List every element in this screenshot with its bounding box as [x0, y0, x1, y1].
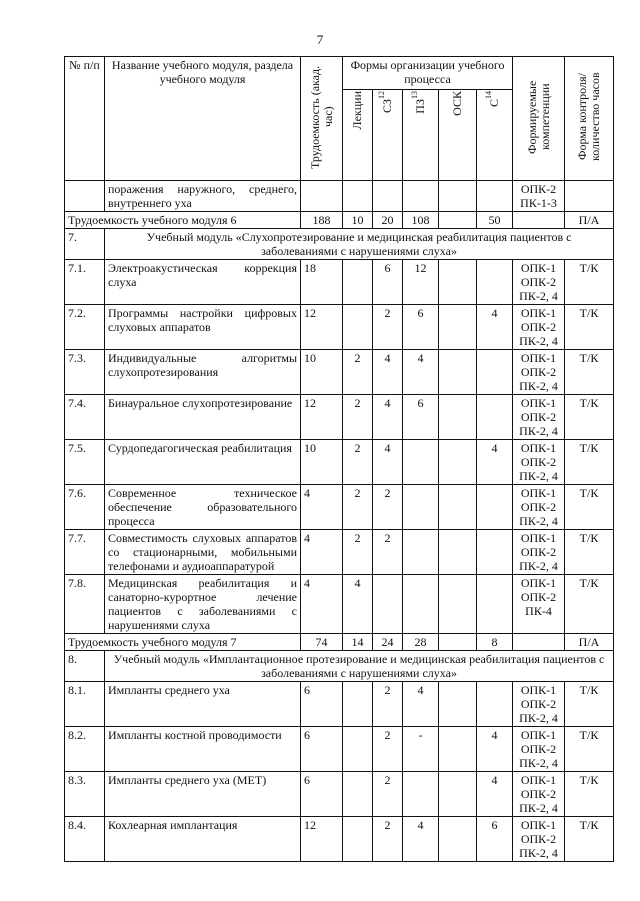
row-num: 7.5.: [65, 440, 105, 485]
table-row: [65, 772, 614, 817]
sz-cell: [373, 181, 403, 212]
row-name: Бинауральное слухопротезирование: [105, 395, 301, 440]
control-cell: Т/К: [565, 350, 614, 395]
lectures-cell: 2: [343, 530, 373, 575]
header-num: № п/п: [65, 57, 105, 181]
competencies-cell: [513, 485, 565, 530]
osk-cell: [439, 440, 477, 485]
total-label: Трудоемкость учебного модуля 6: [65, 212, 301, 229]
table-row: [65, 260, 614, 305]
pz-cell: 4: [403, 350, 439, 395]
competency: ОПК-1: [520, 306, 557, 320]
sz-cell: 2: [373, 817, 403, 862]
row-num: 7.8.: [65, 575, 105, 634]
pz-cell: [403, 440, 439, 485]
table-row: [65, 181, 614, 212]
competency: ПК-2, 4: [519, 559, 558, 573]
osk-cell: [439, 260, 477, 305]
competency: ОПК-2: [520, 182, 557, 196]
competency: ОПК-2: [520, 275, 557, 289]
row-name: Современное техническое обеспечение образовательного процесса: [105, 485, 301, 530]
row-name: Импланты среднего уха: [105, 682, 301, 727]
row-num: 7.3.: [65, 350, 105, 395]
lectures-cell: 2: [343, 395, 373, 440]
curriculum-table: [64, 56, 614, 862]
total-label: Трудоемкость учебного модуля 7: [65, 634, 301, 651]
row-name: Программы настройки цифровых слуховых аппаратов: [105, 305, 301, 350]
competency: ОПК-2: [520, 455, 557, 469]
pz-cell: [403, 485, 439, 530]
osk-cell: [439, 634, 477, 651]
lectures-cell: [343, 181, 373, 212]
lectures-cell: [343, 817, 373, 862]
pz-cell: -: [403, 727, 439, 772]
control-cell: Т/К: [565, 727, 614, 772]
table-row: [65, 575, 614, 634]
control-cell: Т/К: [565, 530, 614, 575]
control-cell: П/А: [565, 634, 614, 651]
competency: ОПК-2: [520, 410, 557, 424]
osk-cell: [439, 817, 477, 862]
row-num: 8.1.: [65, 682, 105, 727]
header-control: Форма контроля/ количество часов: [565, 57, 614, 181]
sz-cell: 6: [373, 260, 403, 305]
competency: ПК-2, 4: [519, 756, 558, 770]
competencies-cell: [513, 350, 565, 395]
competency: ОПК-1: [520, 261, 557, 275]
competency: ПК-2, 4: [519, 424, 558, 438]
competencies-cell: [513, 181, 565, 212]
row-num: 7.1.: [65, 260, 105, 305]
hours-cell: 12: [301, 817, 343, 862]
row-num: 8.: [65, 651, 105, 682]
lectures-cell: [343, 772, 373, 817]
pz-cell: 4: [403, 817, 439, 862]
row-name: Индивидуальные алгоритмы слухопротезирования: [105, 350, 301, 395]
osk-cell: [439, 350, 477, 395]
sz-cell: 2: [373, 485, 403, 530]
sz-cell: 4: [373, 350, 403, 395]
competencies-cell: [513, 530, 565, 575]
lectures-cell: [343, 305, 373, 350]
table-row: [65, 682, 614, 727]
s-cell: 4: [477, 305, 513, 350]
control-cell: П/А: [565, 212, 614, 229]
header-osk: ОСК: [439, 90, 477, 181]
module-total-row: [65, 212, 614, 229]
osk-cell: [439, 575, 477, 634]
competency: ОПК-2: [520, 545, 557, 559]
header-hours: Трудоемкость (акад. час): [301, 57, 343, 181]
row-num: 7.2.: [65, 305, 105, 350]
table-row: [65, 817, 614, 862]
control-cell: Т/К: [565, 575, 614, 634]
competency: ОПК-2: [520, 365, 557, 379]
sz-cell: 2: [373, 530, 403, 575]
osk-cell: [439, 530, 477, 575]
hours-cell: 4: [301, 575, 343, 634]
competencies-cell: [513, 212, 565, 229]
table-row: [65, 395, 614, 440]
s-cell: [477, 260, 513, 305]
pz-cell: 108: [403, 212, 439, 229]
row-num: 8.2.: [65, 727, 105, 772]
s-cell: [477, 682, 513, 727]
pz-cell: 12: [403, 260, 439, 305]
sz-cell: 4: [373, 395, 403, 440]
s-cell: 50: [477, 212, 513, 229]
competencies-cell: [513, 395, 565, 440]
lectures-cell: [343, 260, 373, 305]
module-row: [65, 229, 614, 260]
pz-cell: [403, 575, 439, 634]
header-lectures: Лекции: [343, 90, 373, 181]
sz-cell: 2: [373, 682, 403, 727]
pz-cell: 6: [403, 395, 439, 440]
row-name: Импланты среднего уха (MET): [105, 772, 301, 817]
control-cell: Т/К: [565, 260, 614, 305]
hours-cell: [301, 181, 343, 212]
competency: ПК-2, 4: [519, 334, 558, 348]
lectures-cell: 4: [343, 575, 373, 634]
page-number: 7: [316, 32, 324, 47]
s-cell: [477, 485, 513, 530]
competency: ОПК-1: [520, 773, 557, 787]
competency: ОПК-2: [520, 742, 557, 756]
header-sz: СЗ$^{12}$: [373, 90, 403, 181]
osk-cell: [439, 727, 477, 772]
pz-cell: [403, 530, 439, 575]
osk-cell: [439, 181, 477, 212]
competency: ОПК-2: [520, 500, 557, 514]
s-cell: 4: [477, 772, 513, 817]
sz-cell: 24: [373, 634, 403, 651]
competencies-cell: [513, 682, 565, 727]
competency: ОПК-1: [520, 728, 557, 742]
hours-cell: 10: [301, 350, 343, 395]
hours-cell: 10: [301, 440, 343, 485]
competencies-cell: [513, 634, 565, 651]
row-name: Сурдопедагогическая реабилитация: [105, 440, 301, 485]
sz-cell: 2: [373, 772, 403, 817]
s-cell: 8: [477, 634, 513, 651]
lectures-cell: 14: [343, 634, 373, 651]
header-competencies: Формируемые компетенции: [513, 57, 565, 181]
lectures-cell: 2: [343, 350, 373, 395]
competency: ОПК-2: [520, 320, 557, 334]
header-name: Название учебного модуля, раздела учебного модуля: [105, 57, 301, 181]
hours-cell: 188: [301, 212, 343, 229]
s-cell: 6: [477, 817, 513, 862]
hours-cell: 12: [301, 395, 343, 440]
lectures-cell: 2: [343, 485, 373, 530]
competency: ОПК-1: [520, 351, 557, 365]
hours-cell: 12: [301, 305, 343, 350]
competencies-cell: [513, 817, 565, 862]
hours-cell: 4: [301, 485, 343, 530]
row-name: Медицинская реабилитация и санаторно-курортное лечение пациентов с заболеваниями с нарушениями слуха: [105, 575, 301, 634]
control-cell: Т/К: [565, 395, 614, 440]
module-total-row: [65, 634, 614, 651]
osk-cell: [439, 485, 477, 530]
competency: ПК-2, 4: [519, 711, 558, 725]
control-cell: Т/К: [565, 440, 614, 485]
hours-cell: 18: [301, 260, 343, 305]
competencies-cell: [513, 772, 565, 817]
row-name: поражения наружного, среднего, внутреннего уха: [105, 181, 301, 212]
competency: ПК-1-3: [520, 196, 557, 210]
competencies-cell: [513, 727, 565, 772]
sz-cell: [373, 575, 403, 634]
table-row: [65, 530, 614, 575]
competency: ПК-2, 4: [519, 469, 558, 483]
row-name: Электроакустическая коррекция слуха: [105, 260, 301, 305]
module-title: Учебный модуль «Имплантационное протезирование и медицинская реабилитация пациентов с заболеваниями с нарушениями слуха»: [105, 651, 614, 682]
module-title: Учебный модуль «Слухопротезирование и медицинская реабилитация пациентов с заболеваниями с нарушениями слуха»: [105, 229, 614, 260]
hours-cell: 74: [301, 634, 343, 651]
table-body: [65, 181, 614, 862]
competency: ОПК-2: [520, 832, 557, 846]
competency: ОПК-1: [520, 531, 557, 545]
osk-cell: [439, 772, 477, 817]
row-num: [65, 181, 105, 212]
competency: ПК-2, 4: [519, 289, 558, 303]
osk-cell: [439, 305, 477, 350]
osk-cell: [439, 682, 477, 727]
sz-cell: 2: [373, 305, 403, 350]
s-cell: [477, 395, 513, 440]
table-row: [65, 305, 614, 350]
pz-cell: 4: [403, 682, 439, 727]
module-row: [65, 651, 614, 682]
osk-cell: [439, 395, 477, 440]
competency: ОПК-2: [520, 697, 557, 711]
table-row: [65, 350, 614, 395]
lectures-cell: 10: [343, 212, 373, 229]
pz-cell: [403, 181, 439, 212]
competency: ОПК-1: [520, 486, 557, 500]
hours-cell: 4: [301, 530, 343, 575]
competency: ОПК-1: [520, 683, 557, 697]
pz-cell: 28: [403, 634, 439, 651]
row-name: Совместимость слуховых аппаратов со стационарными, мобильными телефонами и аудиоаппаратурой: [105, 530, 301, 575]
row-num: 7.4.: [65, 395, 105, 440]
competency: ОПК-2: [520, 787, 557, 801]
table-row: [65, 440, 614, 485]
osk-cell: [439, 212, 477, 229]
s-cell: 4: [477, 440, 513, 485]
competency: ПК-2, 4: [519, 379, 558, 393]
s-cell: [477, 350, 513, 395]
control-cell: Т/К: [565, 772, 614, 817]
hours-cell: 6: [301, 682, 343, 727]
control-cell: Т/К: [565, 485, 614, 530]
row-name: Кохлеарная имплантация: [105, 817, 301, 862]
lectures-cell: [343, 727, 373, 772]
row-num: 7.7.: [65, 530, 105, 575]
table-row: [65, 485, 614, 530]
competencies-cell: [513, 575, 565, 634]
lectures-cell: 2: [343, 440, 373, 485]
competency: ОПК-1: [520, 576, 557, 590]
sz-cell: 20: [373, 212, 403, 229]
row-name: Импланты костной проводимости: [105, 727, 301, 772]
competency: ОПК-2: [520, 590, 557, 604]
sz-cell: 4: [373, 440, 403, 485]
row-num: 7.6.: [65, 485, 105, 530]
table-header: [65, 57, 614, 181]
pz-cell: [403, 772, 439, 817]
s-cell: [477, 575, 513, 634]
row-num: 8.3.: [65, 772, 105, 817]
competencies-cell: [513, 305, 565, 350]
row-num: 8.4.: [65, 817, 105, 862]
header-forms-group: Формы организации учебного процесса: [343, 57, 513, 90]
competency: ОПК-1: [520, 441, 557, 455]
competency: ПК-2, 4: [519, 514, 558, 528]
competency: ПК-4: [525, 604, 552, 618]
lectures-cell: [343, 682, 373, 727]
table-row: [65, 727, 614, 772]
hours-cell: 6: [301, 772, 343, 817]
competencies-cell: [513, 260, 565, 305]
header-s: $С^{14}$: [477, 90, 513, 181]
control-cell: Т/К: [565, 817, 614, 862]
hours-cell: 6: [301, 727, 343, 772]
control-cell: Т/К: [565, 682, 614, 727]
s-cell: [477, 530, 513, 575]
pz-cell: 6: [403, 305, 439, 350]
control-cell: Т/К: [565, 305, 614, 350]
competency: ОПК-1: [520, 396, 557, 410]
competency: ОПК-1: [520, 818, 557, 832]
competency: ПК-2, 4: [519, 846, 558, 860]
header-pz: ПЗ$^{13}$: [403, 90, 439, 181]
s-cell: 4: [477, 727, 513, 772]
competencies-cell: [513, 440, 565, 485]
control-cell: [565, 181, 614, 212]
s-cell: [477, 181, 513, 212]
competency: ПК-2, 4: [519, 801, 558, 815]
sz-cell: 2: [373, 727, 403, 772]
row-num: 7.: [65, 229, 105, 260]
